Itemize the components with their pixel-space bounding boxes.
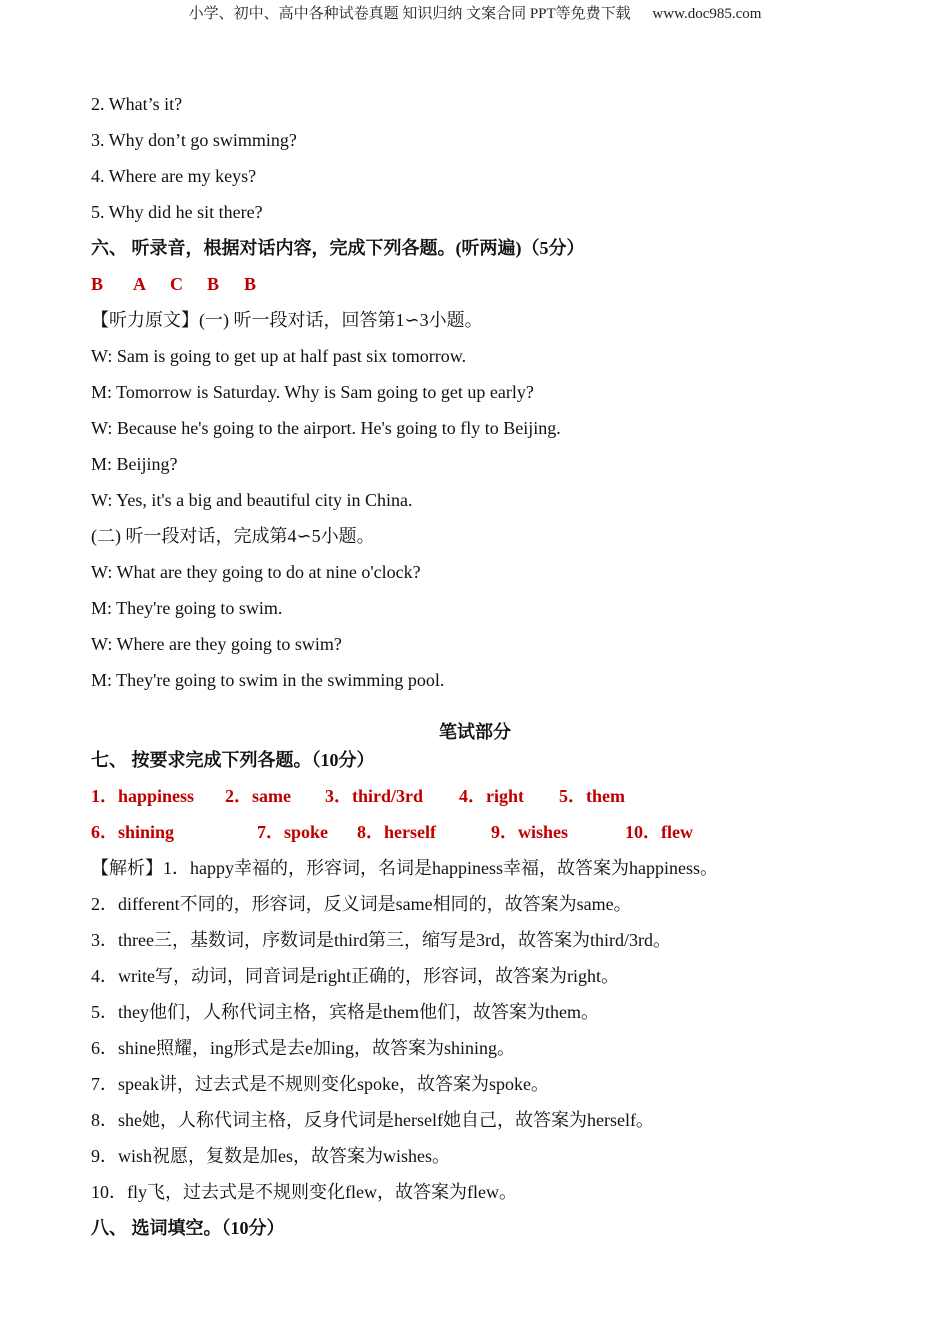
answer: A: [133, 274, 146, 294]
section8-heading: 八、 选词填空。（10分）: [91, 1218, 285, 1238]
dialogue-line: M: They're going to swim.: [91, 598, 283, 618]
analysis-line: 2．different不同的，形容词，反义词是same相同的，故答案为same。: [91, 894, 632, 914]
question-line: 4. Where are my keys?: [91, 166, 257, 186]
answer: 1．happiness: [91, 786, 195, 806]
answer: 7．spoke: [257, 822, 329, 842]
document-body: [91, 92, 891, 1252]
section6-heading: 六、 听录音，根据对话内容，完成下列各题。(听两遍)（5分）: [91, 238, 585, 258]
answer: 6．shining: [91, 822, 175, 842]
question-line: 5. Why did he sit there?: [91, 202, 263, 222]
dialogue-line: W: What are they going to do at nine o'clock?: [91, 562, 421, 582]
question-line: 3. Why don’t go swimming?: [91, 130, 297, 150]
answer: 3．third/3rd: [325, 786, 424, 806]
dialogue-line: M: Beijing?: [91, 454, 178, 474]
analysis-line: 7．speak讲，过去式是不规则变化spoke，故答案为spoke。: [91, 1074, 549, 1094]
spacer: [91, 704, 891, 720]
analysis-line: 3．three三，基数词，序数词是third第三，缩写是3rd，故答案为third/3rd。: [91, 930, 671, 950]
dialogue-line: W: Yes, it's a big and beautiful city in China.: [91, 490, 413, 510]
answer: B: [244, 274, 257, 294]
header-url[interactable]: www.doc985.com: [652, 6, 762, 22]
section7-heading: 七、 按要求完成下列各题。（10分）: [91, 750, 375, 770]
part2-intro: (二) 听一段对话，完成第4∽5小题。: [91, 526, 375, 546]
section6-answers: [91, 272, 891, 308]
answer: C: [170, 274, 183, 294]
dialogue-line: W: Where are they going to swim?: [91, 634, 342, 654]
header-text: 小学、初中、高中各种试卷真题 知识归纳 文案合同 PPT等免费下载: [188, 6, 631, 22]
analysis-line: 10．fly飞，过去式是不规则变化flew，故答案为flew。: [91, 1182, 517, 1202]
analysis-line: 4．write写，动词，同音词是right正确的，形容词，故答案为right。: [91, 966, 619, 986]
answer: B: [207, 274, 220, 294]
analysis-line: 9．wish祝愿，复数是加es，故答案为wishes。: [91, 1146, 450, 1166]
answer: 5．them: [559, 786, 625, 806]
answer: 2．same: [225, 786, 291, 806]
section7-answers-row2: [91, 820, 891, 856]
dialogue-line: M: Tomorrow is Saturday. Why is Sam going to get up early?: [91, 382, 534, 402]
answer: 4．right: [459, 786, 524, 806]
analysis-line: 【解析】1．happy幸福的，形容词，名词是happiness幸福，故答案为happiness。: [91, 858, 718, 878]
written-section-title: 笔试部分: [439, 722, 511, 742]
dialogue-line: M: They're going to swim in the swimming pool.: [91, 670, 445, 690]
answer: B: [91, 274, 104, 294]
transcript-intro: 【听力原文】(一) 听一段对话，回答第1∽3小题。: [91, 310, 483, 330]
page-header: [0, 2, 950, 23]
analysis-line: 5．they他们，人称代词主格，宾格是them他们，故答案为them。: [91, 1002, 599, 1022]
answer: 8．herself: [357, 822, 436, 842]
dialogue-line: W: Sam is going to get up at half past six tomorrow.: [91, 346, 467, 366]
analysis-line: 8．she她，人称代词主格，反身代词是herself她自己，故答案为herself。: [91, 1110, 654, 1130]
section7-answers-row1: [91, 784, 891, 820]
question-line: 2. What’s it?: [91, 94, 183, 114]
answer: 9．wishes: [491, 822, 569, 842]
dialogue-line: W: Because he's going to the airport. He's going to fly to Beijing.: [91, 418, 561, 438]
answer: 10．flew: [625, 822, 693, 842]
analysis-line: 6．shine照耀，ing形式是去e加ing，故答案为shining。: [91, 1038, 515, 1058]
